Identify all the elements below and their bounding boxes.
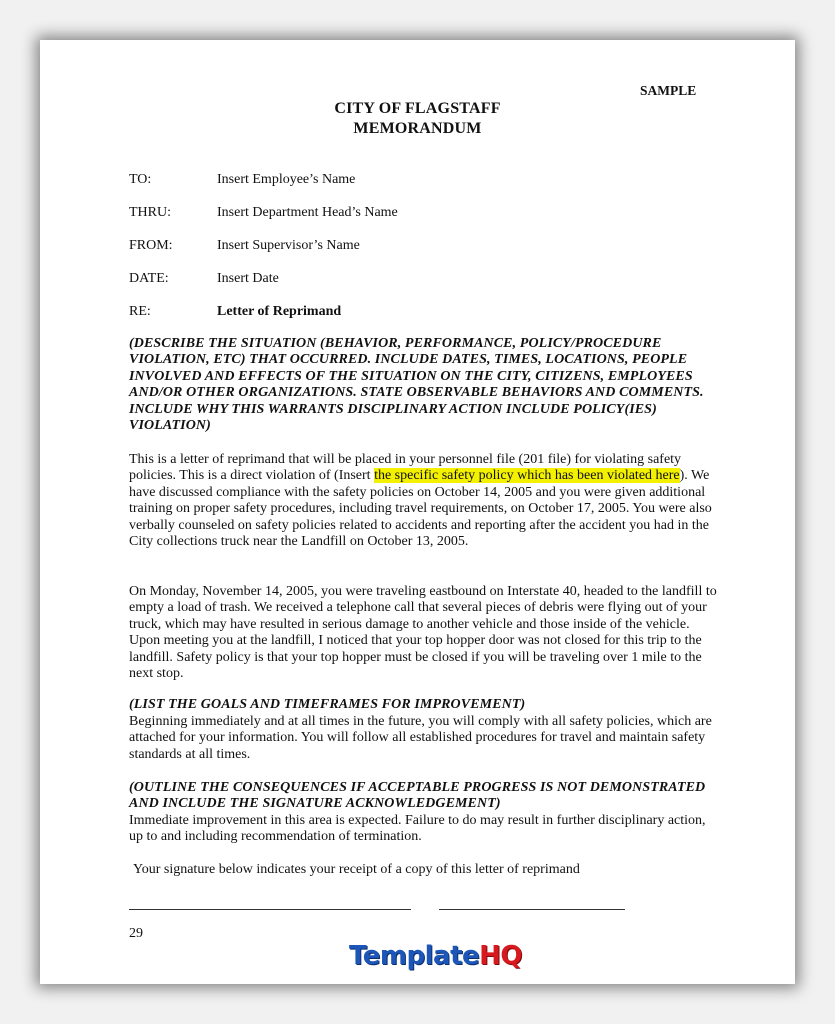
- document-page: [40, 40, 795, 984]
- re-label: RE:: [129, 304, 151, 319]
- watermark-hq-text: HQ: [479, 941, 523, 971]
- re-value: Letter of Reprimand: [217, 304, 342, 319]
- consequences-text: Immediate improvement in this area is expected. Failure to do may result in further disciplinary action, up to and including recommendation of termination.: [129, 813, 706, 845]
- paragraph-violation-end: ). We have discussed compliance with the safety policies on October 14, 2005 and you were given additional training on proper safety procedures, including travel requirements, on October 17, 2005. You were also verbally counseled on safety policies related to accidents and reporting after the accident you had in the City collections truck near the Landfill on October 13, 2005.: [129, 468, 712, 550]
- describe-instruction: (DESCRIBE THE SITUATION (BEHAVIOR, PERFORMANCE, POLICY/PROCEDURE VIOLATION, ETC) THAT OCCURRED. INCLUDE DATES, TIMES, LOCATIONS, PEOPLE INVOLVED AND EFFECTS OF THE SITUATION ON THE CITY, CITIZENS, EMPLOYEES AND/OR OTHER ORGANIZATIONS. STATE OBSERVABLE BEHAVIORS AND COMMENTS. INCLUDE WHY THIS WARRANTS DISCIPLINARY ACTION INCLUDE POLICY(IES) VIOLATION): [129, 336, 704, 434]
- from-label: FROM:: [129, 238, 173, 253]
- paragraph-incident: On Monday, November 14, 2005, you were traveling eastbound on Interstate 40, headed to the landfill to empty a load of trash. We received a telephone call that several pieces of debris were flying out of your truck, which may have resulted in serious damage to another vehicle and those inside of the vehicle. Upon meeting you at the landfill, I noticed that your top hopper door was not closed for this trip to the landfill. Safety policy is that your top hopper must be closed if you will be traveling over 1 mile to the next stop.: [129, 584, 717, 682]
- employee-signature-line: [129, 909, 411, 910]
- paragraph-violation: [129, 452, 719, 550]
- highlighted-policy-placeholder: the specific safety policy which has been violated here: [374, 468, 680, 484]
- goals-text: Beginning immediately and at all times in the future, you will comply with all safety policies, which are attached for your information. You will follow all established procedures for travel and maintain safety standards at all times.: [129, 714, 712, 762]
- page-number: 29: [129, 926, 143, 941]
- date-value: Insert Date: [217, 271, 279, 286]
- templatehq-watermark-logo: [349, 941, 522, 971]
- date-label: DATE:: [129, 271, 169, 286]
- goals-instruction: (LIST THE GOALS AND TIMEFRAMES FOR IMPROVEMENT): [129, 697, 526, 712]
- consequences-instruction: (OUTLINE THE CONSEQUENCES IF ACCEPTABLE PROGRESS IS NOT DEMONSTRATED AND INCLUDE THE SIGNATURE ACKNOWLEDGEMENT): [129, 780, 706, 812]
- thru-value: Insert Department Head’s Name: [217, 205, 398, 220]
- date-signature-line: [439, 909, 625, 910]
- document-title-memorandum: MEMORANDUM: [353, 120, 482, 137]
- signature-statement: Your signature below indicates your receipt of a copy of this letter of reprimand: [133, 862, 580, 877]
- to-label: TO:: [129, 172, 152, 187]
- sample-label: SAMPLE: [640, 83, 697, 98]
- paragraph-violation-start: This is a letter of reprimand that will be placed in your personnel file (201 file) for violating safety policies. This is a direct violation of (Insert: [129, 452, 682, 484]
- watermark-template-text: Template: [349, 941, 480, 971]
- to-value: Insert Employee’s Name: [217, 172, 356, 187]
- document-title-city: CITY OF FLAGSTAFF: [334, 100, 501, 117]
- thru-label: THRU:: [129, 205, 171, 220]
- from-value: Insert Supervisor’s Name: [217, 238, 360, 253]
